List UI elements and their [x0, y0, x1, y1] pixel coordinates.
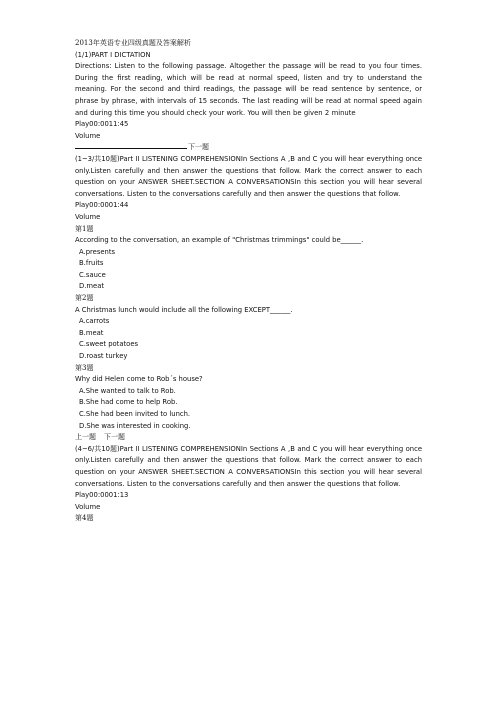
question-stem: A Christmas lunch would include all the following EXCEPT______.	[75, 305, 293, 314]
answer-option[interactable]: A.carrots	[79, 317, 110, 326]
answer-option[interactable]: D.meat	[79, 282, 105, 291]
doc-title: 2013年英语专业四级真题及答案解析	[75, 39, 191, 47]
part1-header: (1/1)PART I DICTATION	[75, 50, 151, 59]
question-stem: According to the conversation, an example of "Christmas trimmings" could be______.	[75, 236, 364, 245]
part2a-play-control[interactable]: Play00:0001:44	[75, 201, 129, 210]
answer-option[interactable]: D.roast turkey	[79, 352, 128, 361]
answer-option[interactable]: A.presents	[79, 247, 116, 256]
next-question-link[interactable]: 下一题	[188, 143, 209, 152]
answer-option[interactable]: A.She wanted to talk to Rob.	[79, 386, 176, 395]
question-nav	[75, 432, 422, 444]
question-stem: Why did Helen come to Rob´s house?	[75, 375, 203, 384]
question-title: 第1题	[75, 224, 94, 233]
answer-option[interactable]: D.She was interested in cooking.	[79, 421, 191, 430]
next-question-link[interactable]: 下一题	[104, 433, 125, 442]
question-title: 第4题	[75, 514, 94, 523]
dictation-answer-blank[interactable]	[75, 142, 187, 149]
answer-option[interactable]: B.She had come to help Rob.	[79, 398, 178, 407]
part1-directions: Directions: Listen to the following passage. Altogether the passage will be read to you four times. During the first reading, which will be read at normal speed, listen and try to understand the meaning. For the second and third readings, the passage will be read sentence by sentence, or phrase by phrase, with intervals of 15 seconds. The last reading will be read at normal speed again and during this time you should check your work. You will then be given 2 minute	[75, 62, 422, 117]
part2a-header: (1~3/共10题)Part II LISTENING COMPREHENSIONIn Sections A ,B and C you will hear everything once only.Listen carefully and then answer the questions that follow. Mark the correct answer to each question on your ANSWER SHEET.SECTION A CONVERSATIONSIn this section you will hear several conversations. Listen to the conversations carefully and then answer the questions that follow.	[75, 154, 422, 198]
part2b-play-control[interactable]: Play00:0001:13	[75, 491, 129, 500]
part2a-volume-control[interactable]: Volume	[75, 212, 101, 221]
answer-option[interactable]: B.fruits	[79, 259, 104, 268]
answer-option[interactable]: C.She had been invited to lunch.	[79, 410, 191, 418]
question-title: 第3题	[75, 363, 94, 372]
answer-option[interactable]: C.sweet potatoes	[79, 340, 139, 349]
part1-volume-control[interactable]: Volume	[75, 131, 101, 140]
question-title: 第2题	[75, 294, 94, 303]
prev-question-link[interactable]: 上一题	[75, 433, 96, 442]
part2b-header: (4~6/共10题)Part II LISTENING COMPREHENSIONIn Sections A ,B and C you will hear everything once only.Listen carefully and then answer the questions that follow. Mark the correct answer to each question on your ANSWER SHEET.SECTION A CONVERSATIONSIn this section you will hear several conversations. Listen to the conversations carefully and then answer the questions that follow.	[75, 444, 422, 488]
answer-option[interactable]: C.sauce	[79, 270, 106, 279]
part2b-volume-control[interactable]: Volume	[75, 502, 101, 511]
part1-answer-row	[75, 142, 422, 154]
part1-play-control[interactable]: Play00:0011:45	[75, 120, 129, 129]
answer-option[interactable]: B.meat	[79, 328, 104, 337]
